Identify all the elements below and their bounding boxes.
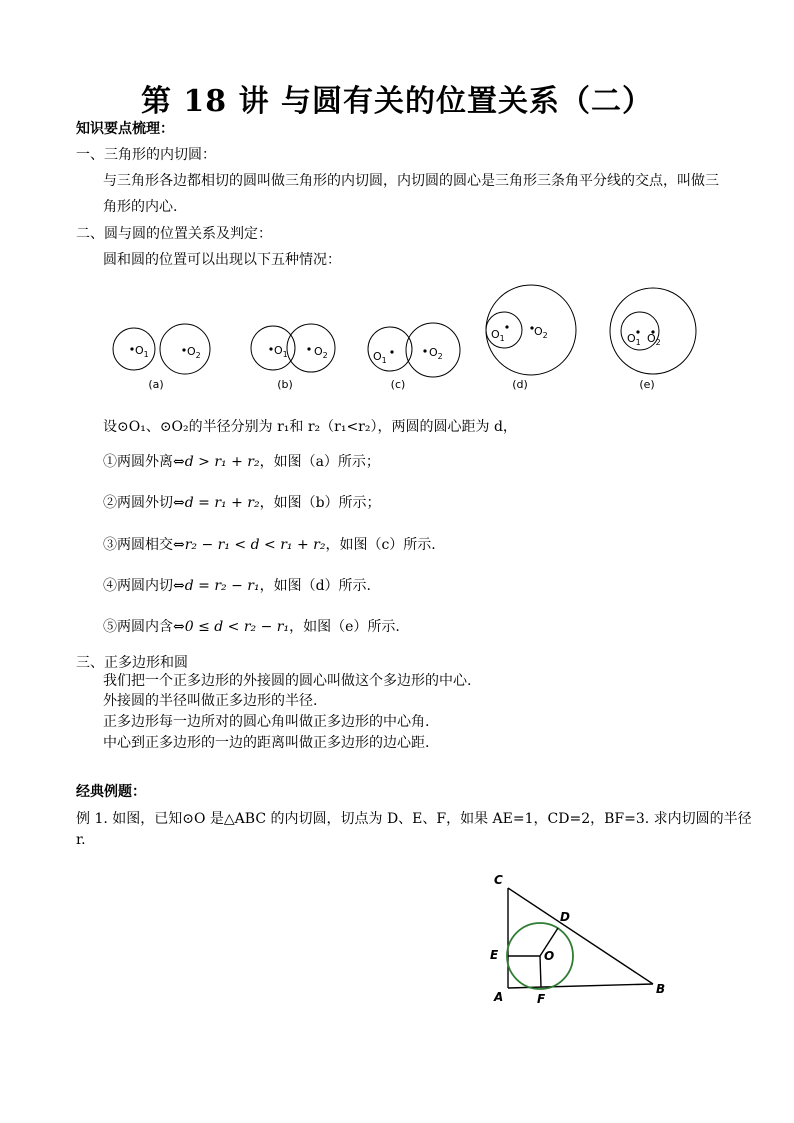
fig-e-label-o2: $O_2$ (647, 332, 661, 347)
label-e: E (490, 948, 499, 962)
sec2-setup: 设⊙O₁、⊙O₂的半径分别为 r₁和 r₂（r₁<r₂），两圆的圆心距为 d， (103, 419, 517, 435)
sec2-heading: 二、圆与圆的位置关系及判定： (76, 226, 272, 242)
case-2 (103, 494, 381, 512)
fig-c-circle1 (368, 327, 412, 371)
radius-of (540, 956, 541, 987)
case-5-tail: ，如图（e）所示. (289, 619, 400, 635)
knowledge-heading: 知识要点梳理： (76, 121, 174, 137)
sec3-line-4: 中心到正多边形的一边的距离叫做正多边形的边心距. (103, 735, 430, 751)
case-1-lead: ①两圆外离⇔ (103, 454, 185, 470)
case-3 (103, 536, 436, 554)
case-4-tail: ，如图（d）所示. (259, 578, 371, 594)
case-1-formula: d > r₁ + r₂ (184, 454, 260, 470)
case-3-lead: ③两圆相交⇔ (103, 537, 185, 553)
fig-d-label-o2: $O_2$ (534, 325, 548, 340)
fig-label-b: (b) (277, 378, 293, 391)
fig-label-e: (e) (639, 378, 655, 391)
label-c: C (494, 873, 503, 887)
side-cb (508, 888, 653, 984)
case-4 (103, 577, 371, 595)
fig-b-label-o2: $O_2$ (314, 345, 328, 360)
fig-label-a: (a) (148, 378, 164, 391)
fig-d-label-o1: $O_1$ (491, 328, 505, 343)
case-2-tail: ，如图（b）所示； (259, 495, 381, 511)
fig-b-circle2 (287, 324, 335, 372)
label-f: F (537, 992, 546, 1006)
fig-e-center1 (636, 330, 639, 333)
case-5-formula: 0 ≤ d < r₂ − r₁ (184, 619, 290, 635)
example1-line1: 例 1. 如图，已知⊙O 是△ABC 的内切圆，切点为 D、E、F，如果 AE=1，CD=2，BF=3. 求内切圆的半径 (76, 811, 752, 827)
fig-a-label-o2: $O_2$ (187, 345, 201, 360)
fig-e-label-o1: $O_1$ (627, 332, 641, 347)
sec1-paragraph-line1: 与三角形各边都相切的圆叫做三角形的内切圆，内切圆的圆心是三角形三条角平分线的交点，叫做三 (103, 173, 719, 189)
example1-line2: r. (76, 832, 86, 848)
incircle-figure (484, 866, 684, 1016)
case-4-lead: ④两圆内切⇔ (103, 578, 185, 594)
case-1 (103, 453, 380, 471)
sec3-heading: 三、正多边形和圆 (76, 655, 188, 671)
fig-c-label-o2: $O_2$ (429, 346, 443, 361)
sec1-heading: 一、三角形的内切圆： (76, 147, 216, 163)
label-o: O (544, 949, 555, 963)
fig-b-label-o1: $O_1$ (274, 344, 288, 359)
fig-c-center1 (390, 350, 393, 353)
fig-c-center2 (423, 349, 426, 352)
examples-heading: 经典例题： (76, 784, 146, 800)
fig-a-label-o1: $O_1$ (135, 344, 149, 359)
case-5 (103, 618, 400, 636)
fig-d-center1 (505, 325, 508, 328)
sec3-line-2: 外接圆的半径叫做正多边形的半径. (103, 693, 318, 709)
sec1-paragraph-line2: 角形的内心. (103, 199, 178, 215)
label-a: A (494, 990, 504, 1004)
case-2-formula: d = r₁ + r₂ (184, 495, 260, 511)
fig-b-circle1 (251, 326, 295, 370)
case-3-formula: r₂ − r₁ < d < r₁ + r₂ (184, 537, 326, 553)
case-5-lead: ⑤两圆内含⇔ (103, 619, 185, 635)
case-2-lead: ②两圆外切⇔ (103, 495, 185, 511)
fig-b-center2 (307, 347, 310, 350)
fig-a-center2 (182, 348, 185, 351)
fig-a-center1 (130, 347, 133, 350)
circle-positions-figure (100, 280, 710, 400)
fig-a-circle1 (113, 328, 155, 370)
case-3-tail: ，如图（c）所示. (325, 537, 436, 553)
sec3-line-3: 正多边形每一边所对的圆心角叫做正多边形的中心角. (103, 714, 430, 730)
fig-label-c: (c) (390, 378, 406, 391)
label-d: D (560, 910, 570, 924)
fig-label-d: (d) (512, 378, 528, 391)
page-title: 第 18 讲 与圆有关的位置关系（二） (140, 84, 654, 119)
case-4-formula: d = r₂ − r₁ (184, 578, 260, 594)
label-b: B (656, 982, 666, 996)
sec3-line-1: 我们把一个正多边形的外接圆的圆心叫做这个多边形的中心. (103, 673, 472, 689)
sec2-intro: 圆和圆的位置可以出现以下五种情况： (103, 252, 341, 268)
fig-c-label-o1: $O_1$ (373, 350, 387, 365)
case-1-tail: ，如图（a）所示； (259, 454, 380, 470)
fig-b-center1 (269, 347, 272, 350)
